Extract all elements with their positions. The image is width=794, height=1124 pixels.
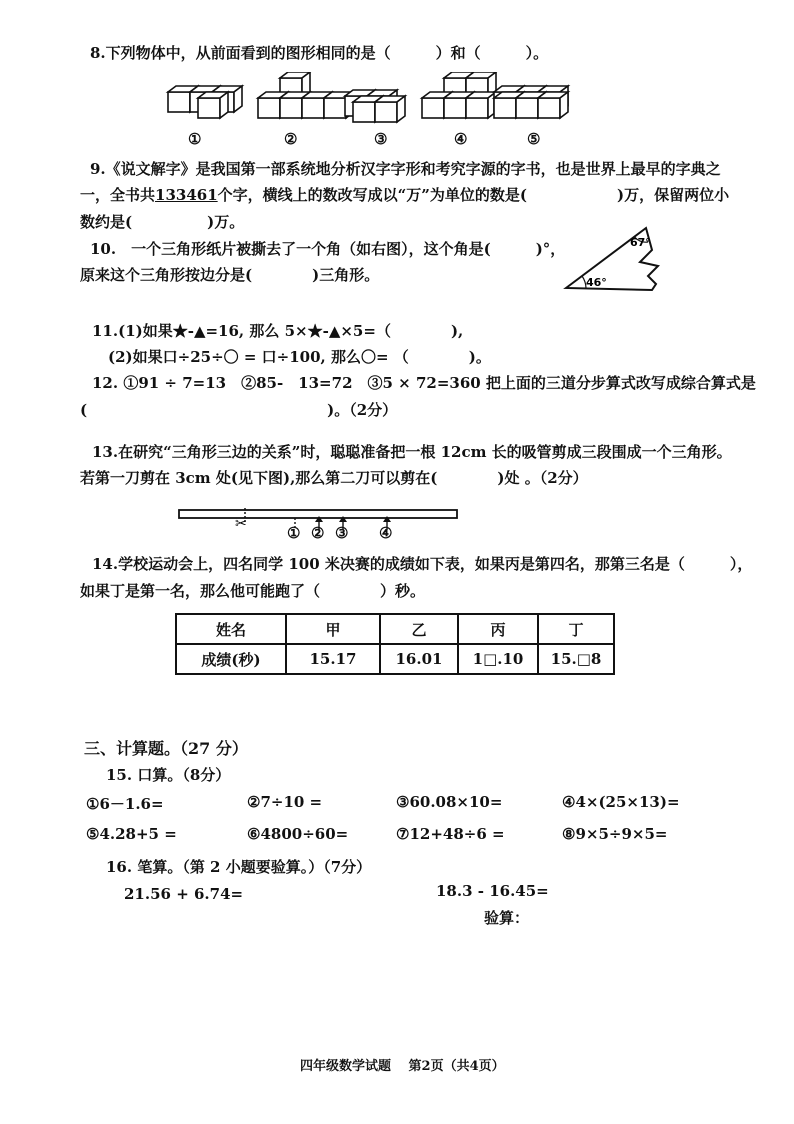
section-3-title: 三、计算题。（27 分） (84, 739, 248, 758)
q15-item-7: ⑦12+48÷6 = (396, 825, 505, 843)
table-cell: 15.□8 (538, 644, 614, 674)
q13-mark-2: ② (311, 524, 325, 542)
q8-option-4: ④ (454, 130, 468, 148)
q9-line-2 (80, 184, 729, 205)
table-header-cell: 姓名 (176, 614, 286, 644)
q8-option-1: ① (188, 130, 202, 148)
q13-mark-4: ④ (379, 524, 393, 542)
q16-item-2: 18.3 - 16.45= (436, 882, 549, 900)
q14-score-table (175, 613, 615, 675)
q15-item-5: ⑤4.28+5 = (86, 825, 177, 843)
table-header-cell: 丙 (458, 614, 538, 644)
q10-angle-67: 67° (630, 236, 651, 249)
q8-cube-figures (160, 72, 590, 124)
q15-item-4: ④4×(25×13)= (562, 793, 680, 811)
q15-title: 15. 口算。（8分） (106, 766, 231, 784)
q9-line-1: 9.《说文解字》是我国第一部系统地分析汉字字形和考究字源的字书，也是世界上最早的字典之 (90, 160, 721, 178)
table-header-cell: 甲 (286, 614, 380, 644)
table-cell: 成绩(秒) (176, 644, 286, 674)
page-footer: 四年级数学试题 第2页（共4页） (300, 1059, 505, 1074)
table-cell: 1□.10 (458, 644, 538, 674)
table-header-cell: 乙 (380, 614, 458, 644)
q9-line-2b: 个字，横线上的数改写成以“万”为单位的数是( )万，保留两位小 (217, 186, 730, 204)
cube-figure-1 (168, 86, 242, 118)
q16-item-1: 21.56 + 6.74= (124, 885, 244, 903)
cube-figure-5 (494, 86, 568, 118)
q16-check-label: 验算： (484, 909, 530, 927)
q16-title: 16. 笔算。（第 2 小题要验算。）（7分） (106, 858, 372, 876)
scissors-icon: ✂ (235, 516, 247, 532)
q15-item-2: ②7÷10 = (247, 793, 323, 811)
q8-option-2: ② (284, 130, 298, 148)
table-cell: 15.17 (286, 644, 380, 674)
q10-torn-triangle (560, 222, 670, 294)
q15-item-1: ①6－1.6= (86, 795, 164, 813)
q10-line-1: 10. 一个三角形纸片被撕去了一个角（如右图），这个角是( )°， (90, 240, 566, 258)
q12-line-2: ( )。（2分） (80, 401, 398, 419)
q15-item-3: ③60.08×10= (396, 793, 503, 811)
table-row (176, 644, 614, 674)
q14-line-1: 14.学校运动会上，四名同学 100 米决赛的成绩如下表，如果丙是第四名，那第三名是（ ）， (92, 555, 753, 573)
q10-angle-46: 46° (586, 276, 607, 289)
q8-text: 8.下列物体中，从前面看到的图形相同的是（ ）和（ ）。 (90, 44, 549, 62)
q14-line-2: 如果丁是第一名，那么他可能跑了（ ）秒。 (80, 582, 426, 600)
table-cell: 16.01 (380, 644, 458, 674)
cube-figure-2 (258, 72, 354, 118)
q9-number: 133461 (155, 186, 218, 204)
q15-item-8: ⑧9×5÷9×5= (562, 825, 668, 843)
q9-line-3: 数约是( )万。 (80, 213, 245, 231)
table-header-row (176, 614, 614, 644)
q13-mark-3: ③ (335, 524, 349, 542)
cube-figure-4 (422, 72, 496, 118)
table-header-cell: 丁 (538, 614, 614, 644)
q8-option-3: ③ (374, 130, 388, 148)
cube-figure-3 (345, 90, 405, 122)
q13-mark-1: ① (287, 524, 301, 542)
q13-line-2: 若第一刀剪在 3cm 处(见下图),那么第二刀可以剪在( )处 。（2分） (80, 469, 588, 487)
q13-line-1: 13.在研究“三角形三边的关系”时，聪聪准备把一根 12cm 长的吸管剪成三段围成一个三角形。 (92, 443, 732, 461)
q12-line-1: 12. ①91 ÷ 7=13 ②85- 13=72 ③5 × 72=360 把上面的三道分步算式改写成综合算式是 (92, 374, 756, 392)
q15-item-6: ⑥4800÷60= (247, 825, 349, 843)
q9-line-2a: 一，全书共 (80, 186, 156, 204)
q10-line-2: 原来这个三角形按边分是( )三角形。 (80, 266, 380, 284)
q11-line-2: (2)如果口÷25÷〇 = 口÷100, 那么〇= （ )。 (108, 348, 491, 366)
q11-line-1: 11.(1)如果★-▲=16, 那么 5×★-▲×5=（ ), (92, 322, 464, 340)
q8-option-5: ⑤ (527, 130, 541, 148)
